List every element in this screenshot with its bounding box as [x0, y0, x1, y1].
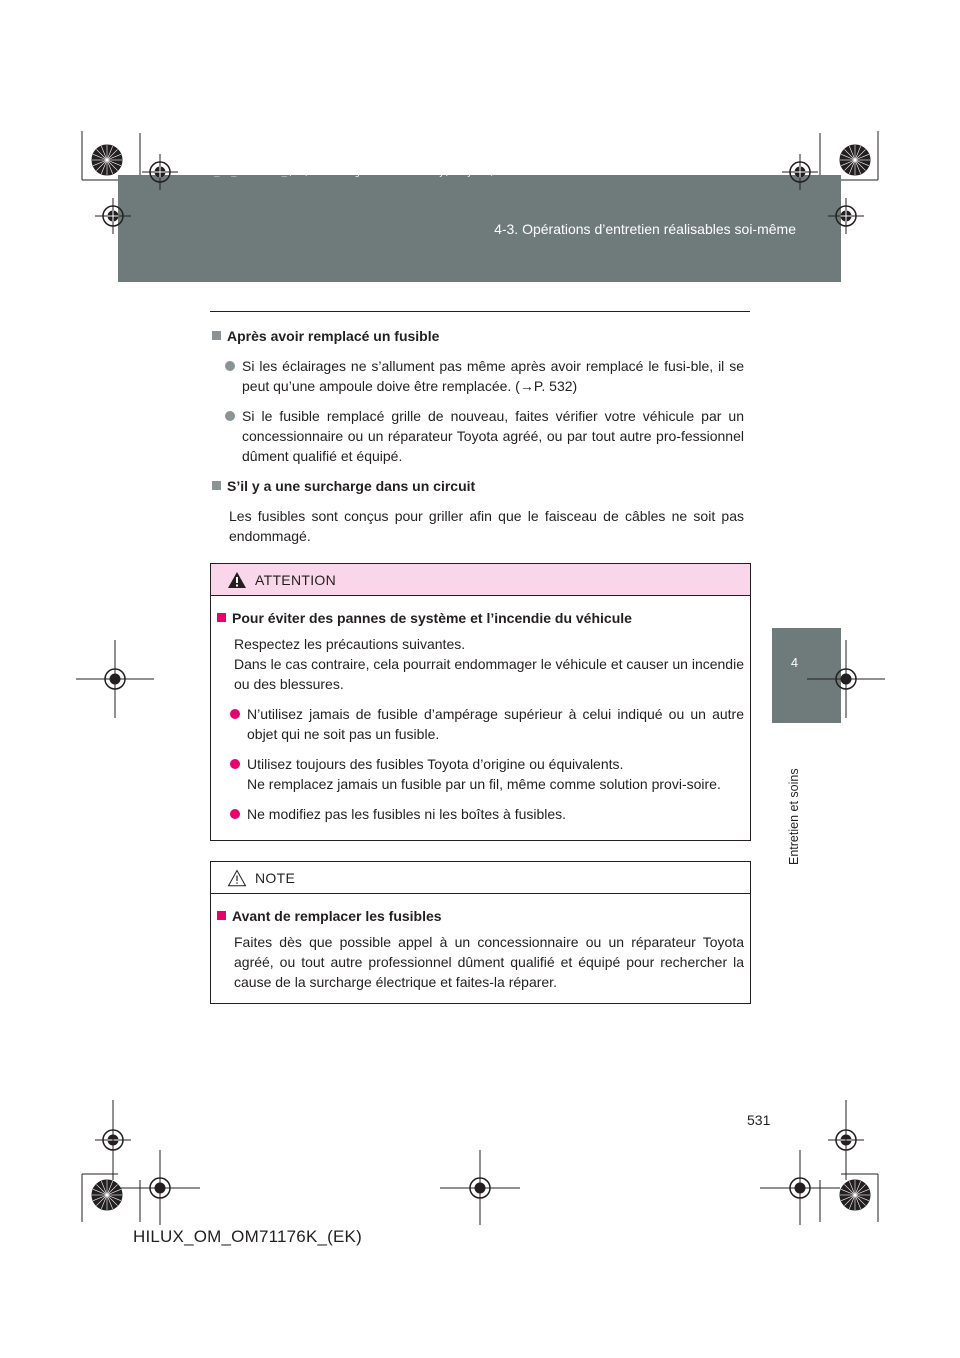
chapter-number: 4	[790, 655, 799, 670]
chapter-label: Entretien et soins	[787, 768, 801, 865]
paragraph: Les fusibles sont conçus pour griller afin que le faisceau de câbles ne soit pas endommagé.	[229, 508, 744, 544]
section-title: 4-3. Opérations d’entretien réalisables soi-même	[494, 221, 796, 237]
section-heading: Après avoir remplacé un fusible	[212, 326, 744, 346]
book-stamp: HILUX_OM_OM71176K_(EK).book Page 531 Wednesday, May 16, 2012 2:32 PM	[186, 168, 569, 178]
list-item: N’utilisez jamais de fusible d’ampérage supérieur à celui indiqué ou un autre objet qui ne soit pas un fusible.	[217, 704, 744, 744]
note-text: Faites dès que possible appel à un concessionnaire ou un réparateur Toyota agréé, ou tout autre professionnel dûment qualifié et équipé pour rechercher la cause de la surcharge électrique et faites-la réparer.	[234, 934, 744, 990]
section-heading: S’il y a une surcharge dans un circuit	[212, 476, 744, 496]
list-item: Ne modifiez pas les fusibles ni les boîtes à fusibles.	[217, 804, 744, 824]
note-heading: Avant de remplacer les fusibles	[217, 906, 744, 926]
page-number: 531	[747, 1112, 771, 1128]
note-title: NOTE	[255, 869, 296, 886]
attention-title: ATTENTION	[255, 571, 336, 588]
attention-heading: Pour éviter des pannes de système et l’incendie du véhicule	[217, 608, 744, 628]
list-item: Si les éclairages ne s’allument pas même après avoir remplacé le fusi-ble, il se peut qu’une ampoule doive être remplacée. (→P. 532)	[212, 356, 744, 396]
document-code: HILUX_OM_OM71176K_(EK)	[133, 1227, 362, 1246]
list-item: Si le fusible remplacé grille de nouveau, faites vérifier votre véhicule par un concessionnaire ou un réparateur Toyota agréé, ou par tout autre pro-fessionnel dûment qualifié et équipé.	[212, 406, 744, 466]
attention-intro-2: Dans le cas contraire, cela pourrait endommager le véhicule et causer un incendie ou des blessures.	[234, 656, 744, 692]
list-item: Utilisez toujours des fusibles Toyota d’origine ou équivalents. Ne remplacez jamais un fusible par un fil, même comme solution provi-soire.	[217, 754, 744, 794]
attention-intro-1: Respectez les précautions suivantes.	[234, 636, 466, 652]
